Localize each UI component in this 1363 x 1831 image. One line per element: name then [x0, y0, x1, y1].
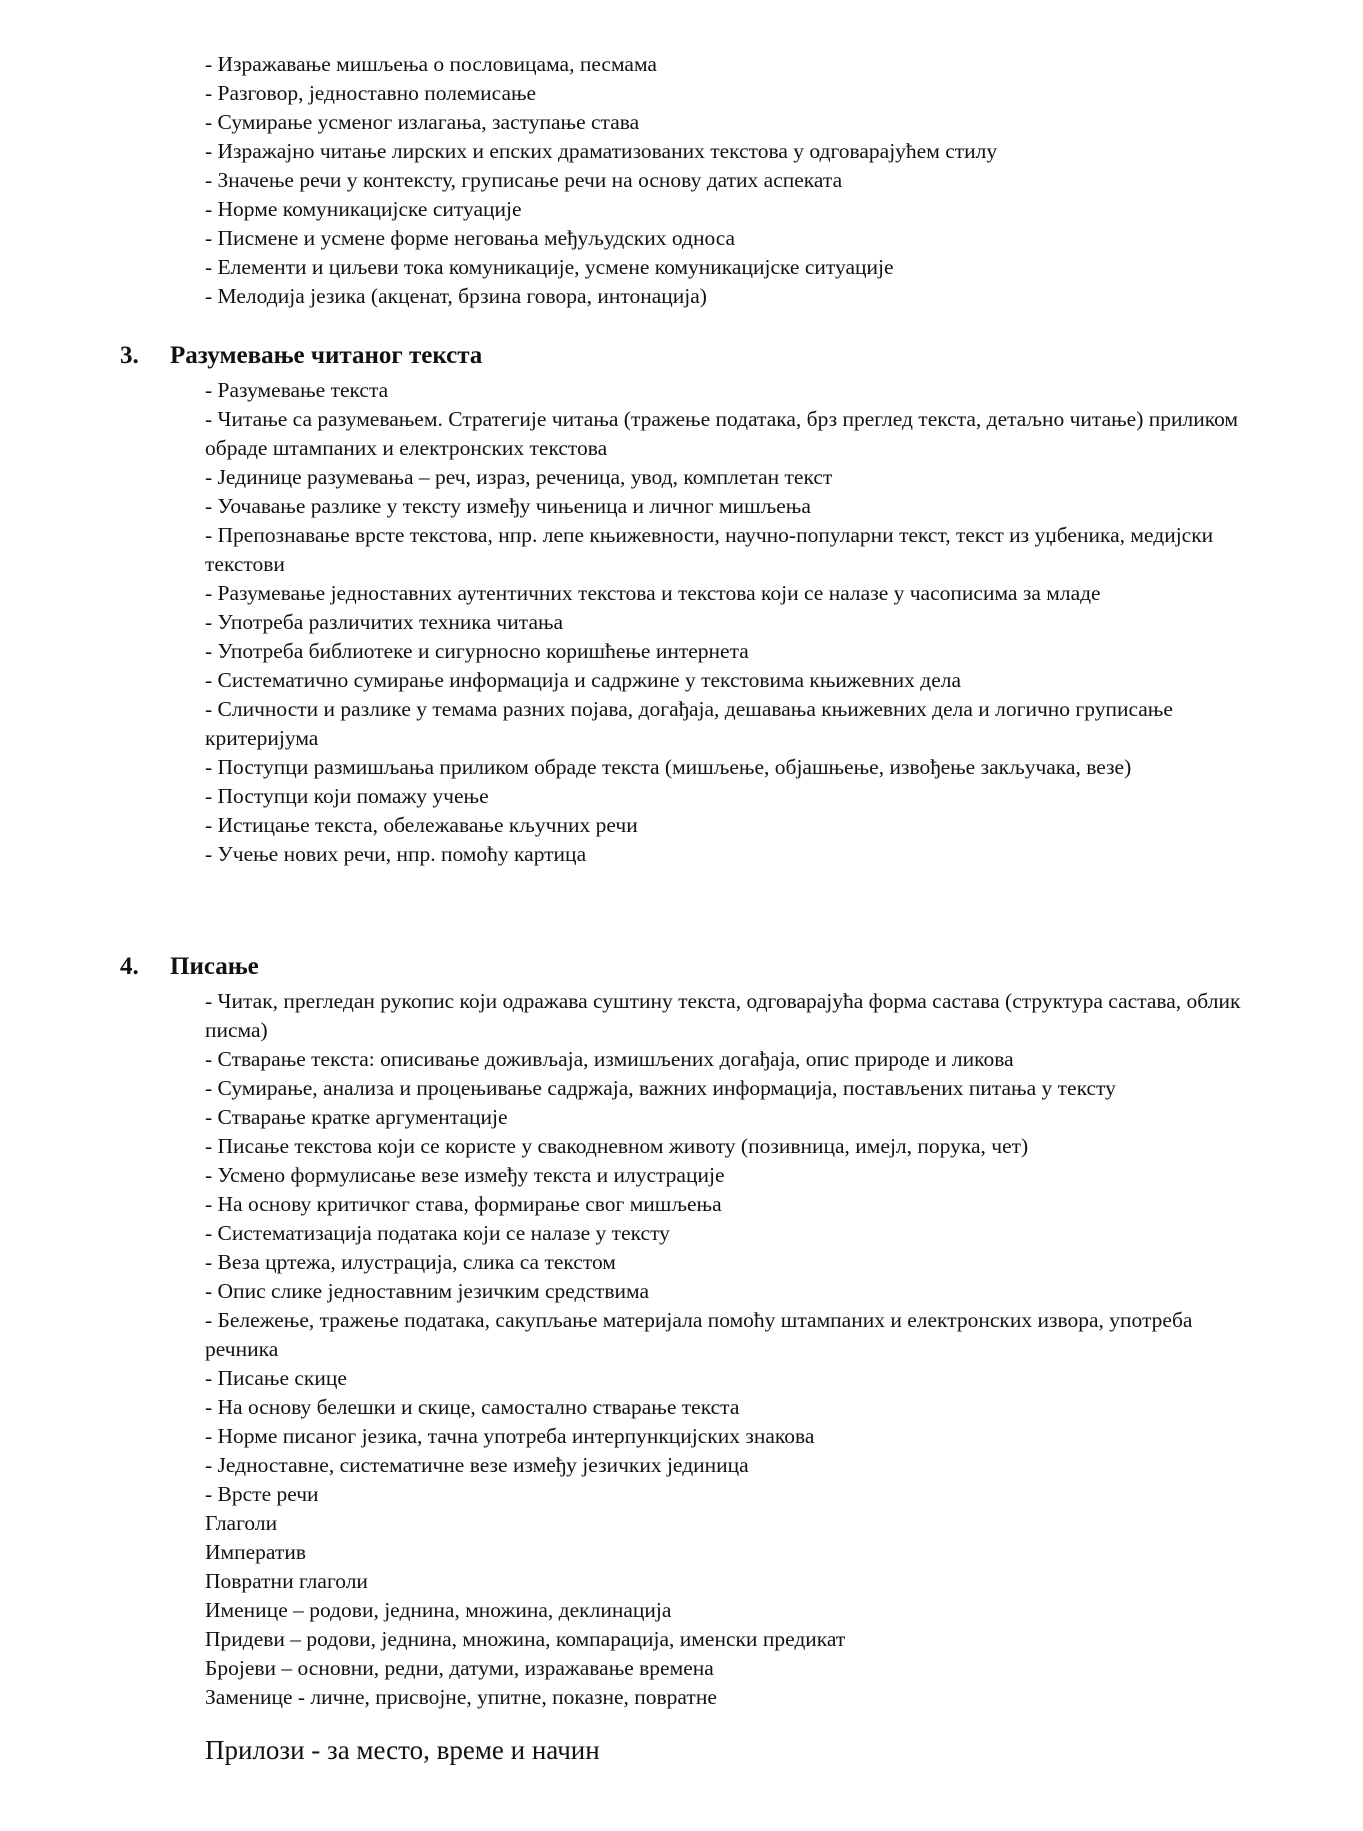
- list-item: - На основу белешки и скице, самостално стварање текста: [205, 1395, 740, 1419]
- list-item: - Значење речи у контексту, груписање речи на основу датих аспеката: [205, 168, 843, 192]
- list-item: Придеви – родови, једнина, множина, компарација, именски предикат: [205, 1627, 846, 1651]
- list-item: - Стварање кратке аргументације: [205, 1105, 508, 1129]
- list-item: - Учење нових речи, нпр. помоћу картица: [205, 842, 587, 866]
- section-4-list: [205, 987, 1245, 1712]
- list-item: - Опис слике једноставним језичким средствима: [205, 1279, 650, 1303]
- list-item: - Веза цртежа, илустрација, слика са текстом: [205, 1250, 616, 1274]
- list-item: - Изражајно читање лирских и епских драматизованих текстова у одговарајућем стилу: [205, 139, 998, 163]
- list-item: Глаголи: [205, 1511, 278, 1535]
- list-item: - Истицање текста, обележавање кључних речи: [205, 813, 638, 837]
- list-item: - Елементи и циљеви тока комуникације, усмене комуникацијске ситуације: [205, 255, 894, 279]
- list-item: - Употреба библиотеке и сигурносно коришћење интернета: [205, 639, 749, 663]
- list-item: - Разумевање текста: [205, 378, 389, 402]
- list-item: - Изражавање мишљења о пословицама, песмама: [205, 52, 657, 76]
- section-3-heading: [120, 342, 482, 370]
- list-item: - Употреба различитих техника читања: [205, 610, 564, 634]
- list-item: Именице – родови, једнина, множина, деклинација: [205, 1598, 672, 1622]
- list-item: - Препознавање врсте текстова, нпр. лепе књижевности, научно-популарни текст, текст из уџбеника, медијски текстови: [205, 523, 1214, 576]
- list-item: - Врсте речи: [205, 1482, 319, 1506]
- list-item: Бројеви – основни, редни, датуми, изражавање времена: [205, 1656, 714, 1680]
- list-item: - Мелодија језика (акценат, брзина говора, интонација): [205, 284, 707, 308]
- list-item: Заменице - личне, присвојне, упитне, показне, повратне: [205, 1685, 717, 1709]
- list-item: - Једноставне, систематичне везе између језичких јединица: [205, 1453, 749, 1477]
- list-item: - Писање текстова који се користе у свакодневном животу (позивница, имејл, порука, чет): [205, 1134, 1029, 1158]
- list-item: - Норме комуникацијске ситуације: [205, 197, 522, 221]
- list-item: - Усмено формулисање везе између текста и илустрације: [205, 1163, 725, 1187]
- list-item: Повратни глаголи: [205, 1569, 368, 1593]
- list-item: - Разумевање једноставних аутентичних текстова и текстова који се налазе у часописима за младе: [205, 581, 1101, 605]
- last-line: Прилози - за место, време и начин: [205, 1735, 600, 1765]
- intro-list: [205, 50, 1245, 311]
- list-item: - На основу критичког става, формирање свог мишљења: [205, 1192, 722, 1216]
- list-item: - Сумирање усменог излагања, заступање става: [205, 110, 640, 134]
- section-4-heading: [120, 953, 259, 981]
- section-title: Писање: [170, 953, 259, 980]
- section-3-list: [205, 376, 1245, 869]
- list-item: - Норме писаног језика, тачна употреба интерпункцијских знакова: [205, 1424, 815, 1448]
- list-item: - Поступци који помажу учење: [205, 784, 489, 808]
- list-item: - Читак, прегледан рукопис који одражава суштину текста, одговарајућа форма састава (структура састава, облик писма): [205, 989, 1241, 1042]
- list-item: - Бележење, тражење података, сакупљање материјала помоћу штампаних и електронских извора, употреба речника: [205, 1308, 1193, 1361]
- list-item: - Сличности и разлике у темама разних појава, догађаја, дешавања књижевних дела и логично груписање критеријума: [205, 697, 1173, 750]
- section-number: 3.: [120, 342, 139, 369]
- list-item: - Разговор, једноставно полемисање: [205, 81, 537, 105]
- section-title: Разумевање читаног текста: [170, 342, 483, 369]
- list-item: - Читање са разумевањем. Стратегије читања (тражење података, брз преглед текста, детаљно читање) приликом обраде штампаних и електронских текстова: [205, 407, 1239, 460]
- section-number: 4.: [120, 953, 139, 980]
- list-item: - Уочавање разлике у тексту између чињеница и личног мишљења: [205, 494, 811, 518]
- list-item: - Сумирање, анализа и процењивање садржаја, важних информација, постављених питања у тексту: [205, 1076, 1116, 1100]
- list-item: - Систематично сумирање информација и садржине у текстовима књижевних дела: [205, 668, 962, 692]
- list-item: - Поступци размишљања приликом обраде текста (мишљење, објашњење, извођење закључака, везе): [205, 755, 1132, 779]
- list-item: - Стварање текста: описивање доживљаја, измишљених догађаја, опис природе и ликова: [205, 1047, 1014, 1071]
- list-item: - Систематизација података који се налазе у тексту: [205, 1221, 670, 1245]
- list-item: - Писање скице: [205, 1366, 347, 1390]
- list-item: - Јединице разумевања – реч, израз, реченица, увод, комплетан текст: [205, 465, 833, 489]
- list-item: - Писмене и усмене форме неговања међуљудских односа: [205, 226, 736, 250]
- list-item: Императив: [205, 1540, 306, 1564]
